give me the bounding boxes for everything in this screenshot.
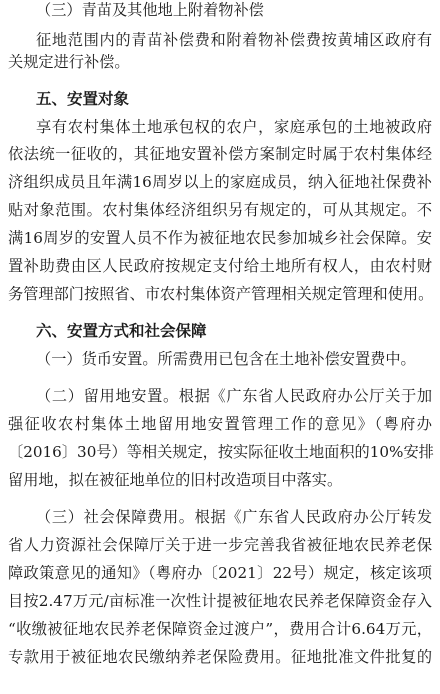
paragraph-line: 目按2.47万元/亩标准一次性计提被征地农民养老保障资金存入: [8, 592, 432, 610]
paragraph-line: 省人力资源社会保障厅关于进一步完善我省被征地农民养老保: [8, 536, 432, 554]
paragraph-line: 务管理部门按照省、市农村集体资产管理相关规定管理和使用。: [8, 285, 434, 303]
paragraph-line: （三）青苗及其他地上附着物补偿: [36, 1, 264, 19]
paragraph-line: “收缴被征地农民养老保障资金过渡户”，费用合计6.64万元，: [8, 620, 432, 638]
paragraph-line: 〔2016〕30号）等相关规定，按实际征收土地面积的10%安排: [8, 443, 434, 461]
paragraph-line: 征地范围内的青苗补偿费和附着物补偿费按黄埔区政府有: [36, 31, 432, 49]
paragraph-line: 满16周岁的安置人员不作为被征地农民参加城乡社会保障。安: [8, 229, 432, 247]
paragraph-line: 专款用于被征地农民缴纳养老保险费用。征地批准文件批复的: [8, 648, 432, 666]
paragraph-line: 享有农村集体土地承包权的农户，家庭承包的土地被政府: [36, 118, 432, 136]
paragraph-line: （一）货币安置。所需费用已包含在土地补偿安置费中。: [36, 350, 416, 368]
paragraph-line: （三）社会保障费用。根据《广东省人民政府办公厅转发: [36, 508, 432, 526]
paragraph-line: 贴对象范围。农村集体经济组织另有规定的，可从其规定。不: [8, 201, 432, 219]
paragraph-line: 济组织成员且年满16周岁以上的家庭成员，纳入征地社保费补: [8, 173, 432, 191]
paragraph-line: 障政策意见的通知》（粤府办〔2021〕22号）规定，核定该项: [8, 564, 432, 582]
paragraph-line: 强征收农村集体土地留用地安置管理工作的意见》（粤府办: [8, 415, 432, 433]
paragraph-line: 关规定进行补偿。: [8, 53, 130, 71]
section-heading: 五、安置对象: [36, 90, 130, 108]
paragraph-line: （二）留用地安置。根据《广东省人民政府办公厅关于加: [36, 387, 432, 405]
paragraph-line: 置补助费由区人民政府按规定支付给土地所有权人，由农村财: [8, 257, 432, 275]
paragraph-line: 依法统一征收的，其征地安置补偿方案制定时属于农村集体经: [8, 145, 432, 163]
section-heading: 六、安置方式和社会保障: [36, 322, 207, 340]
paragraph-line: 留用地，拟在被征地单位的旧村改造项目中落实。: [8, 471, 343, 489]
